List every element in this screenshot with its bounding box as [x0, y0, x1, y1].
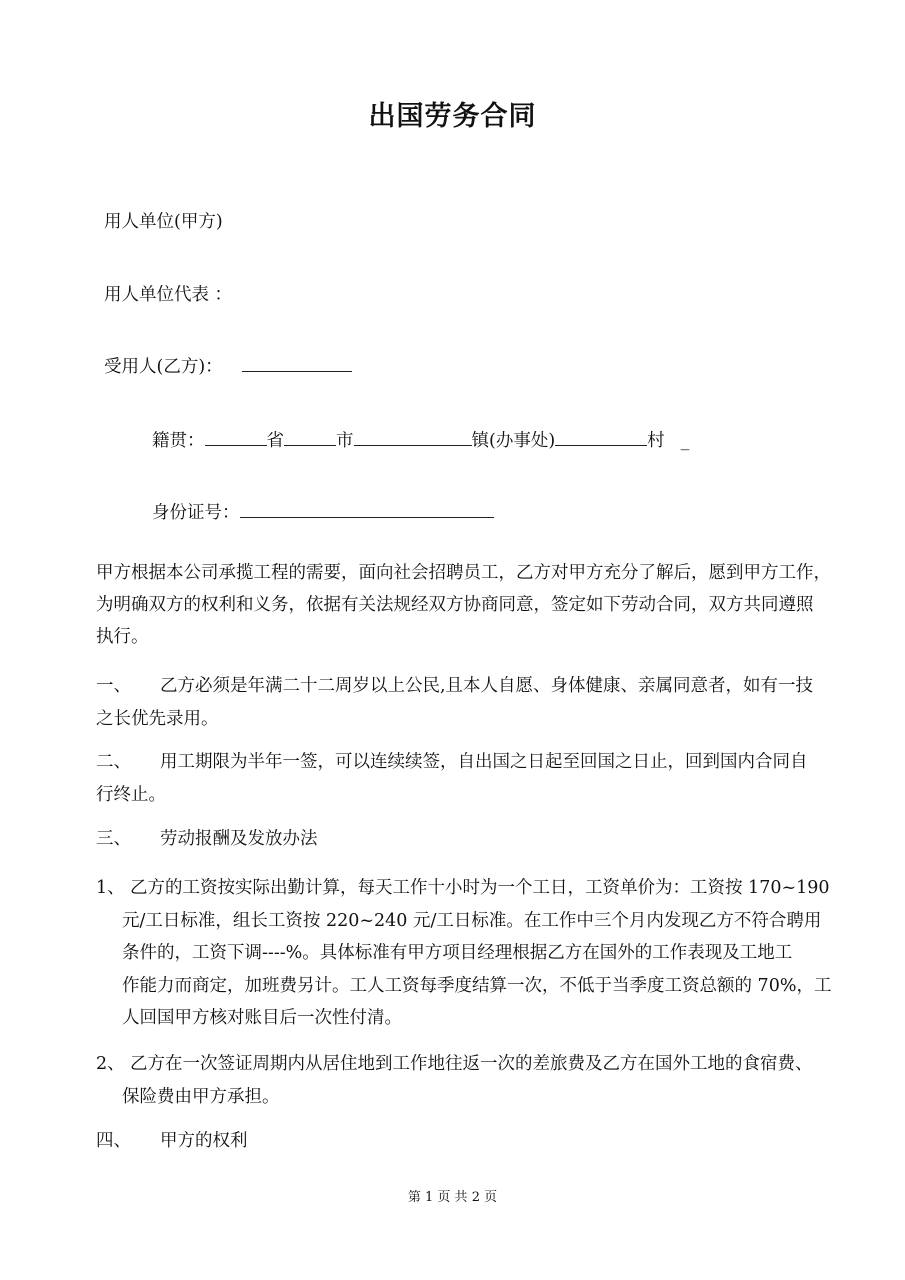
employer-rep-field [104, 281, 232, 306]
section-number: 一、 [96, 676, 131, 696]
clause-text: 乙方在一次签证周期内从居住地到工作地往返一次的差旅费及乙方在国外工地的食宿费、 [130, 1054, 813, 1074]
intro-paragraph [96, 557, 832, 653]
clause-1 [96, 872, 831, 1035]
employer-label: 用人单位(甲方) [104, 212, 223, 232]
section-text: 之长优先录用。 [96, 708, 219, 729]
section-number: 四、 [96, 1131, 131, 1151]
clause-text: 人回国甲方核对账目后一次性付清。 [122, 1008, 402, 1028]
section-1 [96, 670, 813, 735]
employee-blank [242, 356, 352, 372]
hometown-field [152, 427, 689, 452]
town-label: 镇(办事处) [471, 431, 556, 451]
id-blank [240, 502, 494, 518]
clause-2 [96, 1048, 813, 1113]
section-2 [96, 746, 808, 811]
section-number: 三、 [96, 829, 131, 849]
page-number-footer: 第 1 页 共 2 页 [407, 1190, 498, 1205]
section-text: 用工期限为半年一签，可以连续续签，自出国之日起至回国之日止，回到国内合同自 [160, 752, 808, 772]
clause-number: 2、 [96, 1054, 125, 1074]
clause-text: 作能力而商定，加班费另计。工人工资每季度结算一次，不低于当季度工资总额的 70%，工 [122, 975, 832, 996]
id-field [152, 499, 494, 524]
section-text: 乙方必须是年满二十二周岁以上公民,且本人自愿、身体健康、亲属同意者，如有一技 [160, 676, 814, 696]
clause-text: 乙方的工资按实际出勤计算，每天工作十小时为一个工日，工资单价为：工资按 170~190 [130, 878, 830, 898]
intro-line: 执行。 [96, 627, 149, 647]
trailing-mark: _ [680, 431, 690, 451]
id-label: 身份证号： [152, 503, 240, 523]
village-label: 村 [647, 431, 665, 451]
intro-line: 甲方根据本公司承揽工程的需要，面向社会招聘员工，乙方对甲方充分了解后，愿到甲方工作， [96, 563, 831, 583]
village-blank [555, 430, 647, 446]
document-title: 出国劳务合同 [368, 101, 537, 132]
city-blank [284, 430, 336, 446]
section-4 [96, 1125, 248, 1158]
section-heading: 劳动报酬及发放办法 [160, 829, 318, 849]
clause-text: 保险费由甲方承担。 [122, 1086, 280, 1107]
town-blank [354, 430, 472, 446]
province-blank [205, 430, 267, 446]
section-text: 行终止。 [96, 784, 166, 805]
employee-label: 受用人(乙方)： [104, 357, 223, 377]
clause-text: 条件的，工资下调----%。具体标准有甲方项目经理根据乙方在国外的工作表现及工地工 [122, 943, 793, 963]
province-label: 省 [266, 431, 284, 451]
section-heading: 甲方的权利 [160, 1131, 248, 1151]
section-number: 二、 [96, 752, 131, 772]
city-label: 市 [336, 431, 354, 451]
clause-number: 1、 [96, 878, 125, 898]
clause-text: 元/工日标准，组长工资按 220~240 元/工日标准。在工作中三个月内发现乙方不符合聘用 [122, 910, 822, 931]
section-3 [96, 823, 318, 856]
employer-field [104, 208, 223, 233]
employer-rep-label: 用人单位代表 ： [104, 285, 233, 305]
intro-line: 为明确双方的权利和义务，依据有关法规经双方协商同意，签定如下劳动合同，双方共同遵照 [96, 595, 814, 615]
employee-field [104, 353, 352, 378]
hometown-label: 籍贯： [152, 431, 205, 451]
